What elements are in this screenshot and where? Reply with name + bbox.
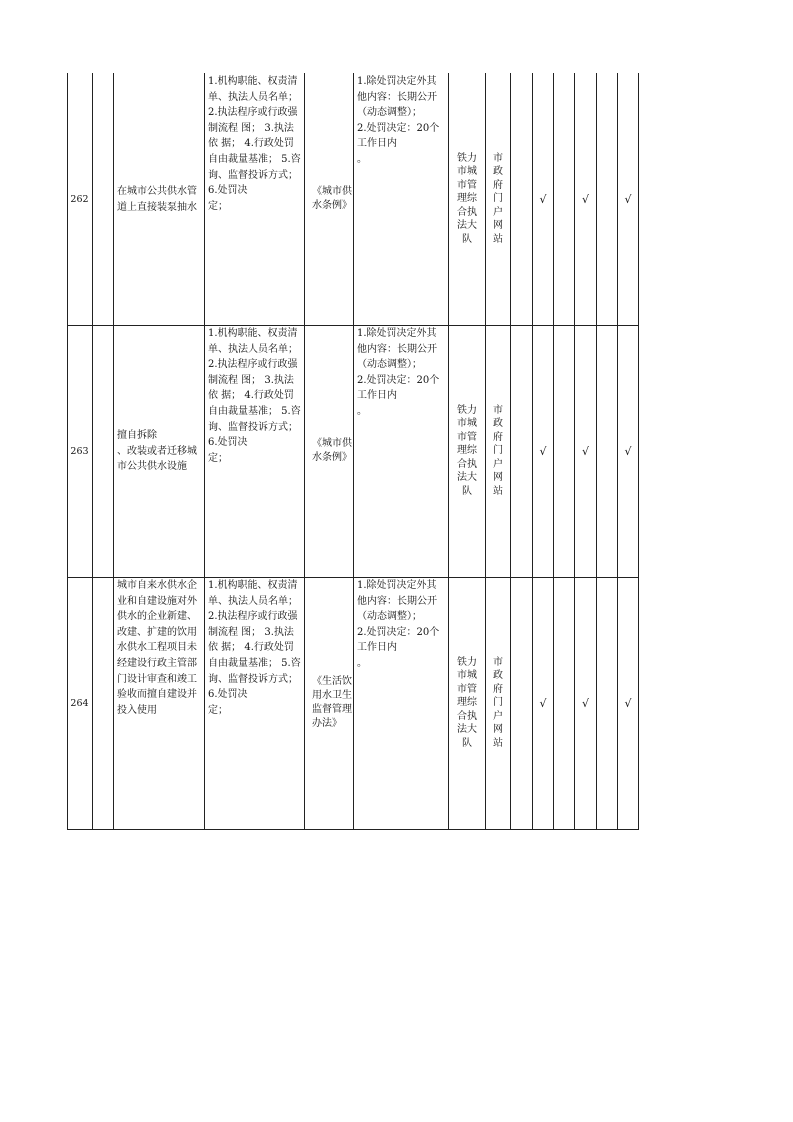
disclosure-subject: [449, 325, 485, 577]
check-cell: √: [539, 696, 547, 710]
check-cell: √: [581, 192, 589, 206]
check-cell: √: [624, 192, 632, 206]
check-cell: [597, 73, 617, 325]
disclosure-period: 1.除处罚决定外其他内容：长期公开 （动态调整）； 2.处罚决定：20个工作日内 。: [357, 328, 440, 417]
legal-basis-text: 《生活饮用水卫生监督管理办法》: [312, 676, 352, 729]
row-number: 263: [70, 445, 89, 457]
check-cell: √: [581, 444, 589, 458]
disclosure-period: 1.除处罚决定外其他内容：长期公开 （动态调整）； 2.处罚决定：20个工作日内 。: [357, 580, 440, 669]
disclosure-subject: [449, 577, 485, 829]
legal-basis-text: 《城市供水条例》: [312, 438, 352, 463]
check-cell: √: [581, 696, 589, 710]
table-row: [67, 73, 639, 325]
disclosure-channel: [486, 577, 510, 829]
check-cell: √: [539, 192, 547, 206]
item-name: [114, 325, 204, 577]
row-number: 262: [70, 193, 89, 205]
check-cell: [597, 325, 617, 577]
disclosure-subject-text: 铁力市城市管理综合执法大队: [457, 656, 477, 749]
disclosure-subject-text: 铁力市城市管理综合执法大队: [457, 404, 477, 497]
item-name-text: 在城市公共供水管道上直接装泵抽水: [117, 186, 197, 213]
check-cell: √: [624, 444, 632, 458]
check-cell: [554, 325, 574, 577]
item-name: 城市自来水供水企业和自建设施对外供水的企业新建、改建、扩建的饮用水供水工程项目未经建设行政主管部门设计审查和竣工验收而擅自建设并投入使用: [117, 580, 197, 716]
legal-basis-text: 《城市供水条例》: [312, 186, 352, 211]
disclosure-channel-text: 市政府门户网站: [493, 404, 503, 497]
disclosure-period: 1.除处罚决定外其他内容：长期公开 （动态调整）； 2.处罚决定：20个工作日内 。: [357, 76, 440, 165]
check-cell: √: [624, 696, 632, 710]
disclosure-content: 1.机构职能、权责清单、执法人员名单； 2.执法程序或行政强制流程 图； 3.执法依 据； 4.行政处罚自由裁量基准； 5.咨询、监督投诉方式； 6.处罚决 定；: [208, 580, 301, 716]
legal-basis: [305, 73, 353, 325]
disclosure-subject-text: 铁力市城市管理综合执法大队: [457, 152, 477, 245]
check-cell: [597, 577, 617, 829]
row-number: 264: [70, 697, 89, 709]
check-cell: [554, 73, 574, 325]
disclosure-channel: [486, 325, 510, 577]
disclosure-subject: [449, 73, 485, 325]
table-row: [67, 577, 639, 829]
check-cell: [511, 577, 532, 829]
item-name: [114, 73, 204, 325]
legal-basis: [305, 325, 353, 577]
check-cell: √: [539, 444, 547, 458]
disclosure-content: 1.机构职能、权责清单、执法人员名单； 2.执法程序或行政强制流程 图； 3.执法依 据； 4.行政处罚自由裁量基准； 5.咨询、监督投诉方式； 6.处罚决 定；: [208, 76, 301, 212]
disclosure-channel-text: 市政府门户网站: [493, 656, 503, 749]
table-row: [67, 325, 639, 577]
check-cell: [511, 73, 532, 325]
disclosure-channel-text: 市政府门户网站: [493, 152, 503, 245]
check-cell: [554, 577, 574, 829]
grid-line: [67, 829, 639, 830]
disclosure-channel: [486, 73, 510, 325]
item-name-text: 擅自拆除 、改装或者迁移城市公共供水设施: [117, 430, 197, 473]
check-cell: [511, 325, 532, 577]
disclosure-content: 1.机构职能、权责清单、执法人员名单； 2.执法程序或行政强制流程 图； 3.执法依 据； 4.行政处罚自由裁量基准； 5.咨询、监督投诉方式； 6.处罚决 定；: [208, 328, 301, 464]
legal-basis: [305, 577, 353, 829]
